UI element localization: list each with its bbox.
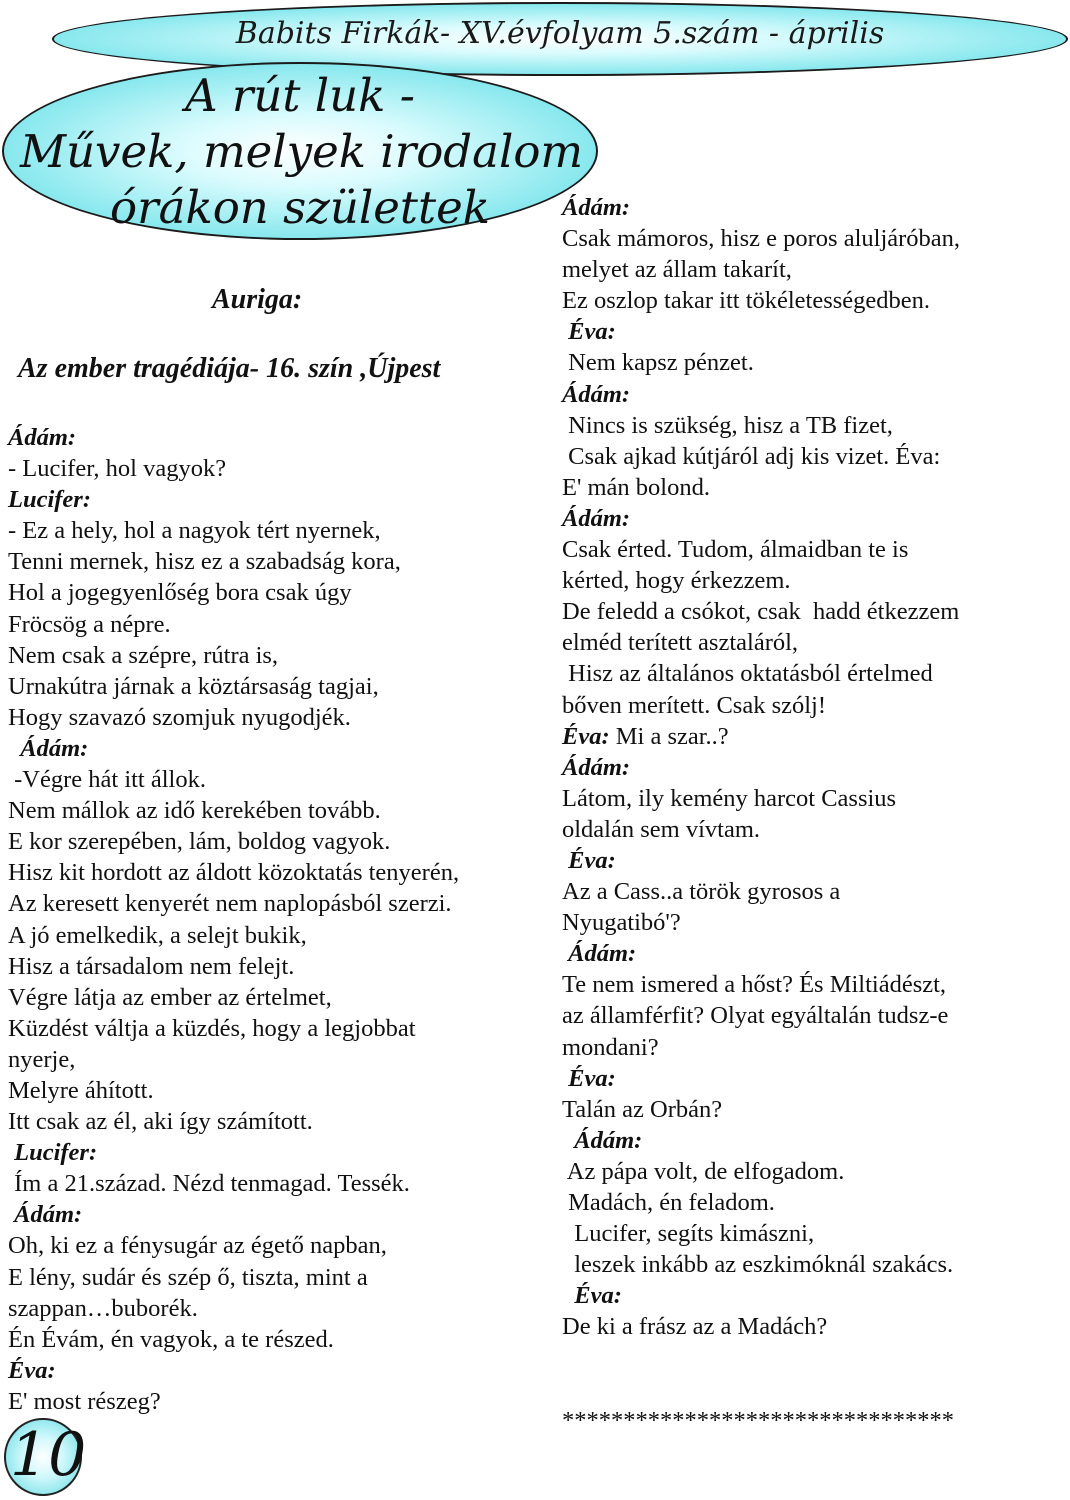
verse-line: Itt csak az él, aki így számított. <box>8 1108 313 1136</box>
verse-line: Fröcsög a népre. <box>8 610 171 638</box>
speaker-label: Ádám: <box>562 380 631 408</box>
verse-line: az államférfit? Olyat egyáltalán tudsz-e <box>562 1002 949 1030</box>
verse-line: kérted, hogy érkezzem. <box>562 567 791 595</box>
verse-line: Hisz a társadalom nem felejt. <box>8 952 295 980</box>
article-title <box>20 68 584 236</box>
verse-line: Nyugatibó'? <box>562 909 681 937</box>
speaker-label: Ádám: <box>8 424 77 451</box>
title-line-1: A rút luk - <box>185 69 415 122</box>
verse-line: Hogy szavazó szomjuk nyugodjék. <box>8 703 351 731</box>
verse-text: Mi a szar..? <box>609 722 729 750</box>
verse-line: Urnakútra járnak a köztársaság tagjai, <box>8 672 379 700</box>
verse-line: Tenni mernek, hisz ez a szabadság kora, <box>8 548 401 576</box>
verse-line: -Végre hát itt állok. <box>8 766 206 794</box>
speaker-label: Lucifer: <box>8 1139 98 1167</box>
speaker-label: Ádám: <box>562 753 631 781</box>
verse-line: Nem csak a szépre, rútra is, <box>8 641 279 669</box>
title-line-3: órákon születtek <box>110 181 490 234</box>
verse-line: Hisz az általános oktatásból értelmed <box>562 660 933 688</box>
verse-line: Csak ajkad kútjáról adj kis vizet. Éva: <box>562 442 941 470</box>
speaker-label: Éva: <box>562 722 610 750</box>
verse-line: melyet az állam takarít, <box>562 256 792 284</box>
verse-line: elméd terített asztaláról, <box>562 629 799 657</box>
page-number: 10 <box>10 1420 87 1490</box>
verse-line: Melyre áhított. <box>8 1076 154 1104</box>
speaker-label: Ádám: <box>8 734 89 762</box>
verse-line: Nincs is szükség, hisz a TB fizet, <box>562 411 893 439</box>
verse-line: Az a Cass..a török gyrosos a <box>562 878 841 906</box>
verse-line: Ím a 21.század. Nézd tenmagad. Tessék. <box>8 1170 410 1198</box>
verse-line <box>562 721 960 752</box>
page-number-badge <box>4 1418 87 1498</box>
verse-line: Hisz kit hordott az áldott közoktatás tenyerén, <box>8 859 460 887</box>
verse-line: Hol a jogegyenlőség bora csak úgy <box>8 579 352 607</box>
verse-line: Oh, ki ez a fénysugár az égető napban, <box>8 1232 387 1260</box>
speaker-label: Ádám: <box>8 1201 83 1229</box>
verse-line: Látom, ily kemény harcot Cassius <box>562 784 897 812</box>
speaker-label: Ádám: <box>562 504 631 532</box>
verse-line: E lény, sudár és szép ő, tiszta, mint a <box>8 1263 368 1291</box>
verse-line: ******************************** <box>562 1406 954 1434</box>
verse-line <box>562 1342 960 1373</box>
header-text: Babits Firkák- XV.évfolyam 5.szám - április <box>235 16 885 51</box>
verse-line: mondani? <box>562 1033 659 1061</box>
verse-line: Nem kapsz pénzet. <box>562 349 754 377</box>
verse-line <box>562 1374 960 1405</box>
verse-line: Végre látja az ember az értelmet, <box>8 983 332 1011</box>
speaker-label: Éva: <box>562 1282 622 1310</box>
author-heading: Auriga: <box>212 284 303 315</box>
verse-line: Ez oszlop takar itt tökéletességedben. <box>562 287 931 315</box>
speaker-label: Ádám: <box>562 1126 643 1154</box>
verse-line: De feledd a csókot, csak hadd étkezzem <box>562 598 960 626</box>
verse-line: Csak mámoros, hisz e poros aluljáróban, <box>562 225 961 253</box>
verse-line: Az keresett kenyerét nem naplopásból szerzi. <box>8 890 452 918</box>
speaker-label: Lucifer: <box>8 486 91 514</box>
verse-line: Küzdést váltja a küzdés, hogy a legjobbat <box>8 1014 416 1042</box>
verse-line: E' mán bolond. <box>562 473 710 501</box>
verse-line: Nem mállok az idő kerekében tovább. <box>8 797 381 825</box>
speaker-label: Éva: <box>562 1064 616 1092</box>
speaker-label: Ádám: <box>562 940 637 968</box>
verse-line: E kor szerepében, lám, boldog vagyok. <box>8 828 391 856</box>
verse-line: Az pápa volt, de elfogadom. <box>562 1157 845 1185</box>
left-text-column <box>8 422 459 1417</box>
verse-line: Madách, én feladom. <box>562 1189 775 1216</box>
right-text-column <box>562 192 960 1436</box>
verse-line: oldalán sem vívtam. <box>562 815 760 843</box>
verse-line: leszek inkább az eszkimóknál szakács. <box>562 1251 954 1279</box>
verse-line: Te nem ismered a hőst? És Miltiádészt, <box>562 971 947 999</box>
title-line-2: Művek, melyek irodalom <box>20 125 584 178</box>
speaker-label: Ádám: <box>562 194 631 221</box>
verse-line: De ki a frász az a Madách? <box>562 1313 828 1341</box>
verse-line: Lucifer, segíts kimászni, <box>562 1220 815 1248</box>
verse-line: szappan…buborék. <box>8 1294 198 1322</box>
verse-line: - Ez a hely, hol a nagyok tért nyernek, <box>8 517 381 545</box>
verse-line: E' most részeg? <box>8 1387 161 1415</box>
verse-line: bőven merített. Csak szólj! <box>562 691 826 719</box>
verse-line: Csak érted. Tudom, álmaidban te is <box>562 536 909 564</box>
speaker-label: Éva: <box>8 1356 56 1384</box>
verse-line: - Lucifer, hol vagyok? <box>8 455 227 483</box>
verse-line: A jó emelkedik, a selejt bukik, <box>8 921 307 949</box>
verse-line: Talán az Orbán? <box>562 1095 723 1123</box>
article-subtitle: Az ember tragédiája- 16. szín ,Újpest <box>18 353 441 384</box>
verse-line: Én Évám, én vagyok, a te részed. <box>8 1325 334 1353</box>
verse-line: nyerje, <box>8 1045 76 1073</box>
speaker-label: Éva: <box>562 318 616 346</box>
speaker-label: Éva: <box>562 846 616 874</box>
